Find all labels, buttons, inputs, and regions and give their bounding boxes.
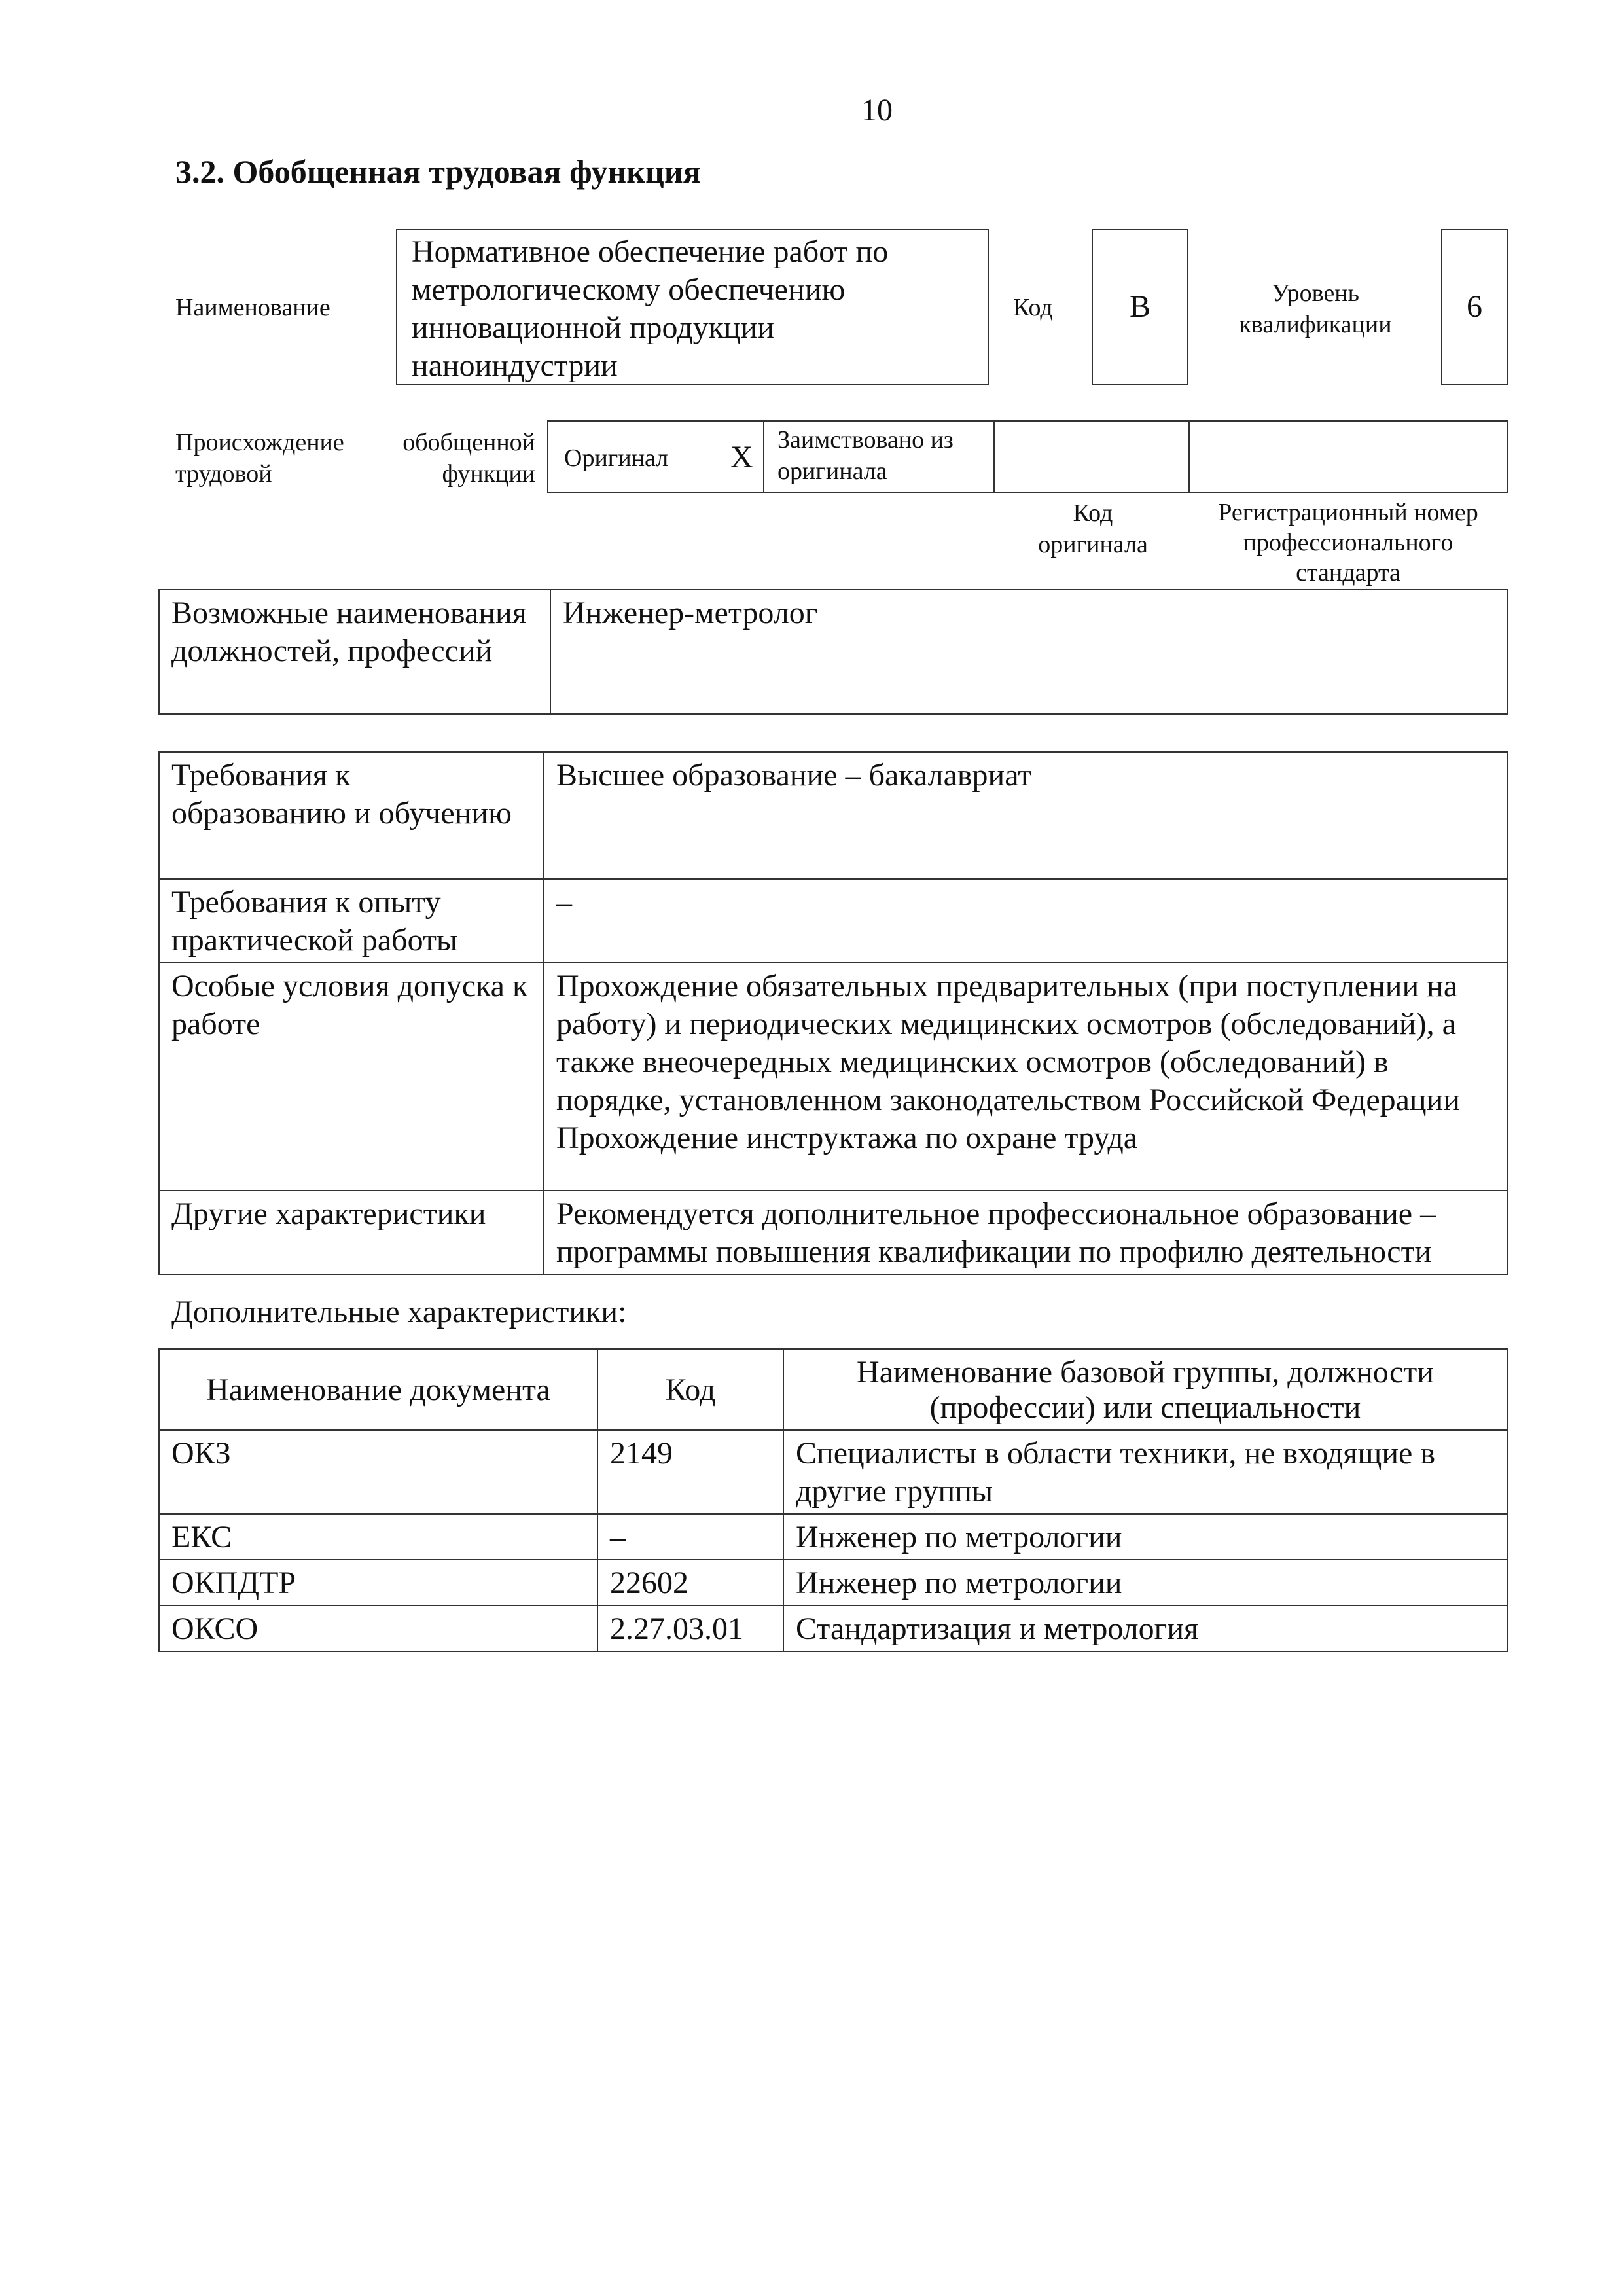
origin-label: Происхождение обобщенной трудовой функции — [175, 429, 535, 488]
table-cell: 22602 — [597, 1560, 783, 1605]
table-cell: Инженер по метрологии — [783, 1514, 1507, 1560]
table-cell: ОКПДТР — [159, 1560, 597, 1605]
header-cell: Наименование документа — [159, 1349, 597, 1430]
table-cell: 2149 — [597, 1430, 783, 1514]
borrowed-box — [763, 420, 995, 493]
requirement-value — [544, 963, 1507, 1191]
code-original-caption: Код оригинала — [1038, 499, 1148, 558]
table-cell: ОКСО — [159, 1605, 597, 1651]
positions-label: Возможные наименования должностей, профессий — [159, 590, 550, 714]
code-box — [1092, 229, 1188, 385]
table-cell: – — [597, 1514, 783, 1560]
positions-row — [159, 590, 1507, 714]
table-cell: 2.27.03.01 — [597, 1605, 783, 1651]
positions-value: Инженер-метролог — [550, 590, 1507, 714]
function-name-box — [396, 229, 989, 385]
reg-number-box — [1188, 420, 1508, 493]
table-row — [159, 1605, 1507, 1651]
requirement-value — [544, 879, 1507, 963]
requirement-label: Требования к образованию и обучению — [159, 752, 544, 879]
borrowed-label: Заимствовано из оригинала — [777, 426, 954, 485]
table-cell: Специалисты в области техники, не входящие в другие группы — [783, 1430, 1507, 1514]
page-number: 10 — [861, 93, 893, 128]
original-box — [547, 420, 764, 493]
reg-number-caption: Регистрационный номер профессионального стандарта — [1218, 499, 1478, 586]
table-cell: ОКЗ — [159, 1430, 597, 1514]
requirement-label: Другие характеристики — [159, 1191, 544, 1274]
requirement-line: Рекомендуется дополнительное профессиональное образование – программы повышения квалификации по профилю деятельности — [556, 1196, 1436, 1269]
code-label: Код — [1013, 294, 1053, 321]
function-name-value: Нормативное обеспечение работ по метрологическому обеспечению инновационной продукции наноиндустрии — [412, 234, 889, 383]
table-cell: Инженер по метрологии — [783, 1560, 1507, 1605]
requirement-line: Прохождение обязательных предварительных (при поступлении на работу) и периодических медицинских осмотров (обследований), а также внеочередных медицинских осмотров (обследований) в порядке, установленном законодательством Российской Федерации — [556, 969, 1460, 1117]
origin-label-line — [175, 427, 535, 490]
requirement-label: Особые условия допуска к работе — [159, 963, 544, 1191]
table-cell: ЕКС — [159, 1514, 597, 1560]
table-cell: Стандартизация и метрология — [783, 1605, 1507, 1651]
table-row — [159, 1560, 1507, 1605]
requirement-row — [159, 963, 1507, 1191]
requirement-line: Прохождение инструктажа по охране труда — [556, 1121, 1138, 1155]
requirement-value — [544, 1191, 1507, 1274]
additional-title: Дополнительные характеристики: — [171, 1295, 627, 1329]
additional-table — [158, 1348, 1508, 1652]
header-cell: Наименование базовой группы, должности (профессии) или специальности — [783, 1349, 1507, 1430]
table-row — [159, 1514, 1507, 1560]
requirement-line: – — [556, 885, 572, 920]
header-cell: Код — [597, 1349, 783, 1430]
level-box — [1441, 229, 1508, 385]
original-label: Оригинал — [564, 444, 669, 472]
level-value: 6 — [1467, 289, 1482, 324]
level-label: Уровень квалификации — [1239, 279, 1392, 338]
requirement-line: Высшее образование – бакалавриат — [556, 758, 1032, 793]
original-code-box — [993, 420, 1190, 493]
positions-table — [158, 589, 1508, 715]
requirement-row — [159, 752, 1507, 879]
requirement-row — [159, 1191, 1507, 1274]
code-value: В — [1129, 289, 1150, 324]
requirement-label: Требования к опыту практической работы — [159, 879, 544, 963]
requirements-table — [158, 751, 1508, 1275]
name-label: Наименование — [175, 294, 330, 321]
header-row — [159, 1349, 1507, 1430]
section-title: 3.2. Обобщенная трудовая функция — [175, 153, 701, 190]
original-mark: X — [730, 440, 753, 475]
table-row — [159, 1430, 1507, 1514]
requirement-row — [159, 879, 1507, 963]
requirement-value — [544, 752, 1507, 879]
